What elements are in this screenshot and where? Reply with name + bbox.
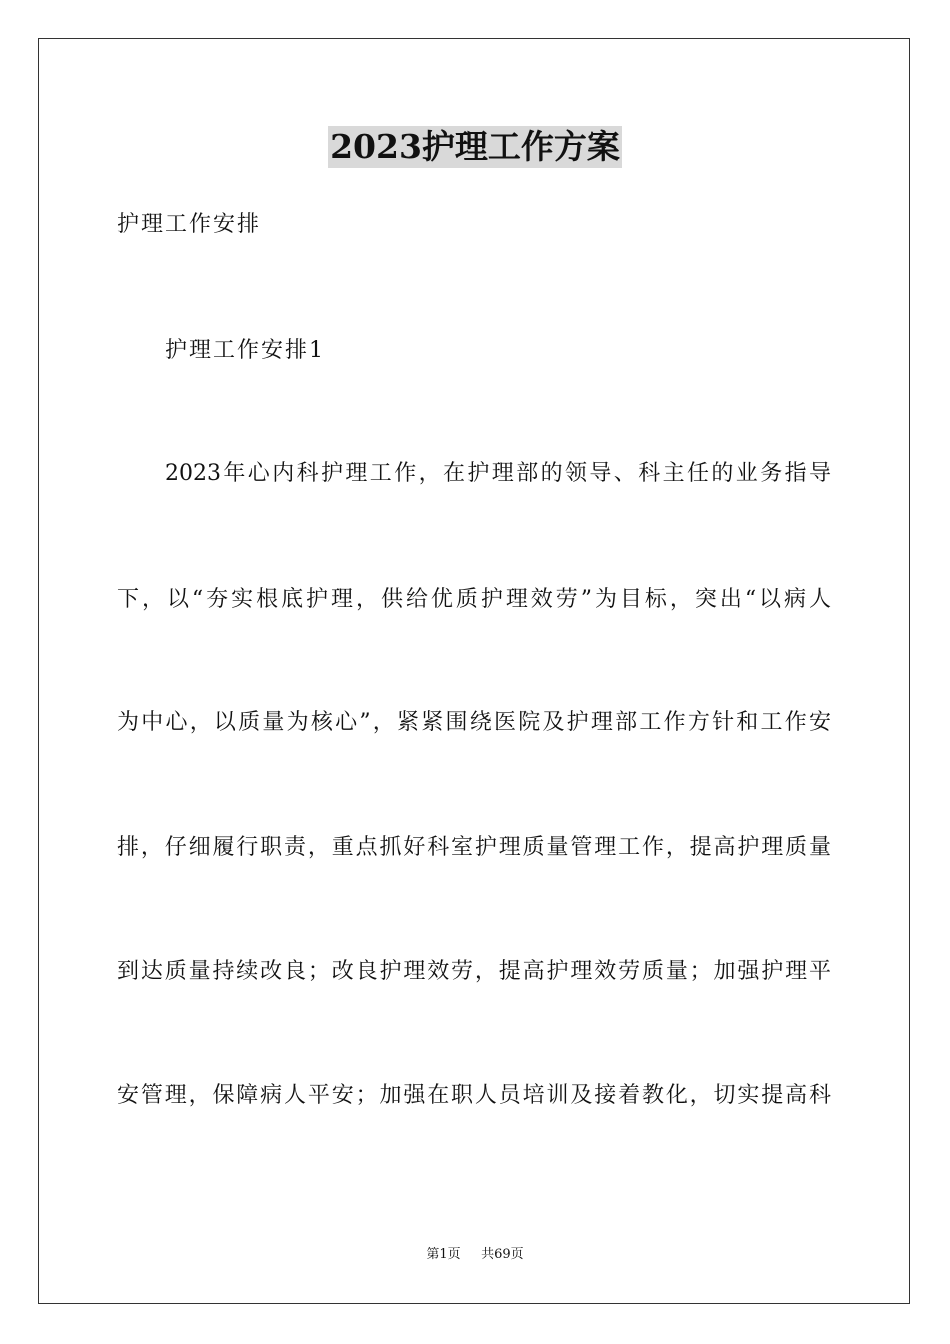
title-container: [0, 126, 950, 168]
page-footer: [0, 1246, 950, 1264]
document-title: 2023护理工作方案: [330, 127, 620, 166]
paragraph-line-1: 2023年心内科护理工作，在护理部的领导、科主任的业务指导: [165, 461, 831, 486]
total-pages: 共69页: [481, 1247, 524, 1262]
paragraph-line-2: 下，以“夯实根底护理，供给优质护理效劳”为目标，突出“以病人: [117, 587, 831, 612]
section-heading: 护理工作安排: [117, 212, 262, 237]
paragraph-line-6: 安管理，保障病人平安；加强在职人员培训及接着教化，切实提高科: [117, 1083, 831, 1108]
page-number: 第1页: [426, 1247, 461, 1262]
section-subheading: 护理工作安排1: [165, 338, 325, 363]
paragraph-line-3: 为中心，以质量为核心”，紧紧围绕医院及护理部工作方针和工作安: [117, 710, 831, 735]
paragraph-line-4: 排，仔细履行职责，重点抓好科室护理质量管理工作，提高护理质量: [117, 835, 831, 860]
paragraph-line-5: 到达质量持续改良；改良护理效劳，提高护理效劳质量；加强护理平: [117, 959, 831, 984]
